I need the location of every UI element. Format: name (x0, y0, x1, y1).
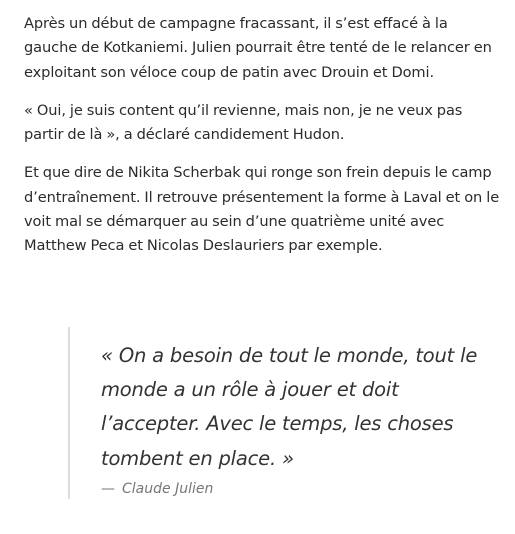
quote-author: Claude Julien (122, 481, 214, 497)
pull-quote-text: « On a besoin de tout le monde, tout le monde a un rôle à jouer et doit l’accepter. Avec le temps, les choses tombent en place. » (101, 344, 478, 470)
article-paragraph: Et que dire de Nikita Scherbak qui ronge son frein depuis le camp d’entraînement. Il retrouve présentement la forme à Laval et on le voit mal se démarquer au sein d’une quatrième unité avec Matthew Peca et Nicolas Deslauriers par exemple. (24, 164, 500, 255)
article-paragraph: Après un début de campagne fracassant, il s’est effacé à la gauche de Kotkaniemi. Julien pourrait être tenté de le relancer en exploitant son véloce coup de patin avec Drouin et Domi. (24, 15, 492, 81)
quote-attribution (101, 480, 213, 498)
pull-quote (68, 327, 498, 499)
article-paragraph: « Oui, je suis content qu’il revienne, mais non, je ne veux pas partir de là », a déclaré candidement Hudon. (24, 101, 463, 144)
attribution-dash: — (101, 481, 115, 497)
article-body (24, 12, 502, 259)
